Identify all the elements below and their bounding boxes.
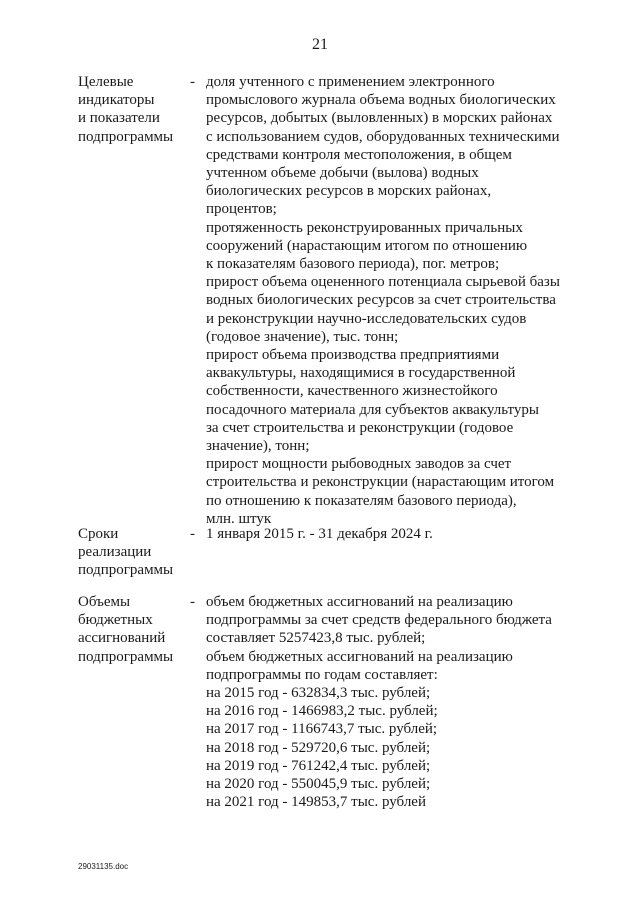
content-line: сооружений (нарастающим итогом по отношению bbox=[206, 237, 528, 254]
content-line: подпрограммы по годам составляет: bbox=[206, 666, 438, 683]
content-line: на 2016 год - 1466983,2 тыс. рублей; bbox=[206, 703, 438, 720]
content-line: промыслового журнала объема водных биологических bbox=[206, 92, 556, 109]
section-label: Объемы бюджетных ассигнований подпрограммы bbox=[78, 594, 174, 665]
section-content bbox=[206, 593, 606, 811]
content-line: доля учтенного с применением электронного bbox=[206, 74, 495, 90]
content-line: прирост объема производства предприятиями bbox=[206, 347, 500, 364]
page-number: 21 bbox=[312, 36, 328, 53]
content-line: 1 января 2015 г. - 31 декабря 2024 г. bbox=[206, 526, 433, 542]
content-line: с использованием судов, оборудованных техническими bbox=[206, 128, 560, 145]
content-line: на 2015 год - 632834,3 тыс. рублей; bbox=[206, 685, 431, 702]
content-line: прирост объема оцененного потенциала сырьевой базы bbox=[206, 274, 560, 291]
content-line: средствами контроля местоположения, в общем bbox=[206, 146, 512, 163]
content-line: посадочного материала для субъектов аквакультуры bbox=[206, 401, 539, 418]
section-label: Целевые индикаторы и показатели подпрограммы bbox=[78, 74, 174, 145]
content-line: объем бюджетных ассигнований на реализацию bbox=[206, 648, 513, 665]
content-line: биологических ресурсов в морских районах, bbox=[206, 183, 492, 200]
content-line: строительства и реконструкции (нарастающим итогом bbox=[206, 474, 555, 491]
content-line: водных биологических ресурсов за счет строительства bbox=[206, 292, 556, 309]
content-line: собственности, качественного жизнестойкого bbox=[206, 383, 498, 400]
section-dash: - bbox=[190, 594, 195, 610]
content-line: объем бюджетных ассигнований на реализацию bbox=[206, 594, 513, 610]
content-line: на 2019 год - 761242,4 тыс. рублей; bbox=[206, 757, 431, 774]
content-line: на 2017 год - 1166743,7 тыс. рублей; bbox=[206, 721, 438, 738]
section-dash: - bbox=[190, 74, 195, 90]
content-line: на 2020 год - 550045,9 тыс. рублей; bbox=[206, 776, 431, 793]
section-content bbox=[206, 73, 606, 528]
section-dash: - bbox=[190, 526, 195, 542]
content-line: к показателям базового периода), пог. метров; bbox=[206, 256, 500, 273]
content-line: по отношению к показателям базового периода), bbox=[206, 492, 517, 509]
document-filename: 29031135.doc bbox=[78, 862, 129, 871]
content-line: и реконструкции научно-исследовательских судов bbox=[206, 310, 527, 327]
content-line: ресурсов, добытых (выловленных) в морских районах bbox=[206, 110, 553, 127]
content-line: на 2018 год - 529720,6 тыс. рублей; bbox=[206, 739, 431, 756]
content-line: аквакультуры, находящимися в государственной bbox=[206, 365, 516, 382]
content-line: за счет строительства и реконструкции (годовое bbox=[206, 419, 514, 436]
content-line: значение), тонн; bbox=[206, 438, 310, 455]
content-line: млн. штук bbox=[206, 510, 272, 527]
content-line: прирост мощности рыбоводных заводов за счет bbox=[206, 456, 512, 473]
content-line: на 2021 год - 149853,7 тыс. рублей bbox=[206, 794, 426, 811]
content-line: составляет 5257423,8 тыс. рублей; bbox=[206, 630, 426, 647]
content-line: процентов; bbox=[206, 201, 277, 218]
content-line: подпрограммы за счет средств федерального бюджета bbox=[206, 612, 552, 629]
content-line: протяженность реконструированных причальных bbox=[206, 219, 523, 236]
section-content bbox=[206, 525, 606, 543]
content-line: учтенном объеме добычи (вылова) водных bbox=[206, 165, 479, 182]
content-line: (годовое значение), тыс. тонн; bbox=[206, 328, 399, 345]
section-label: Сроки реализации подпрограммы bbox=[78, 526, 174, 579]
